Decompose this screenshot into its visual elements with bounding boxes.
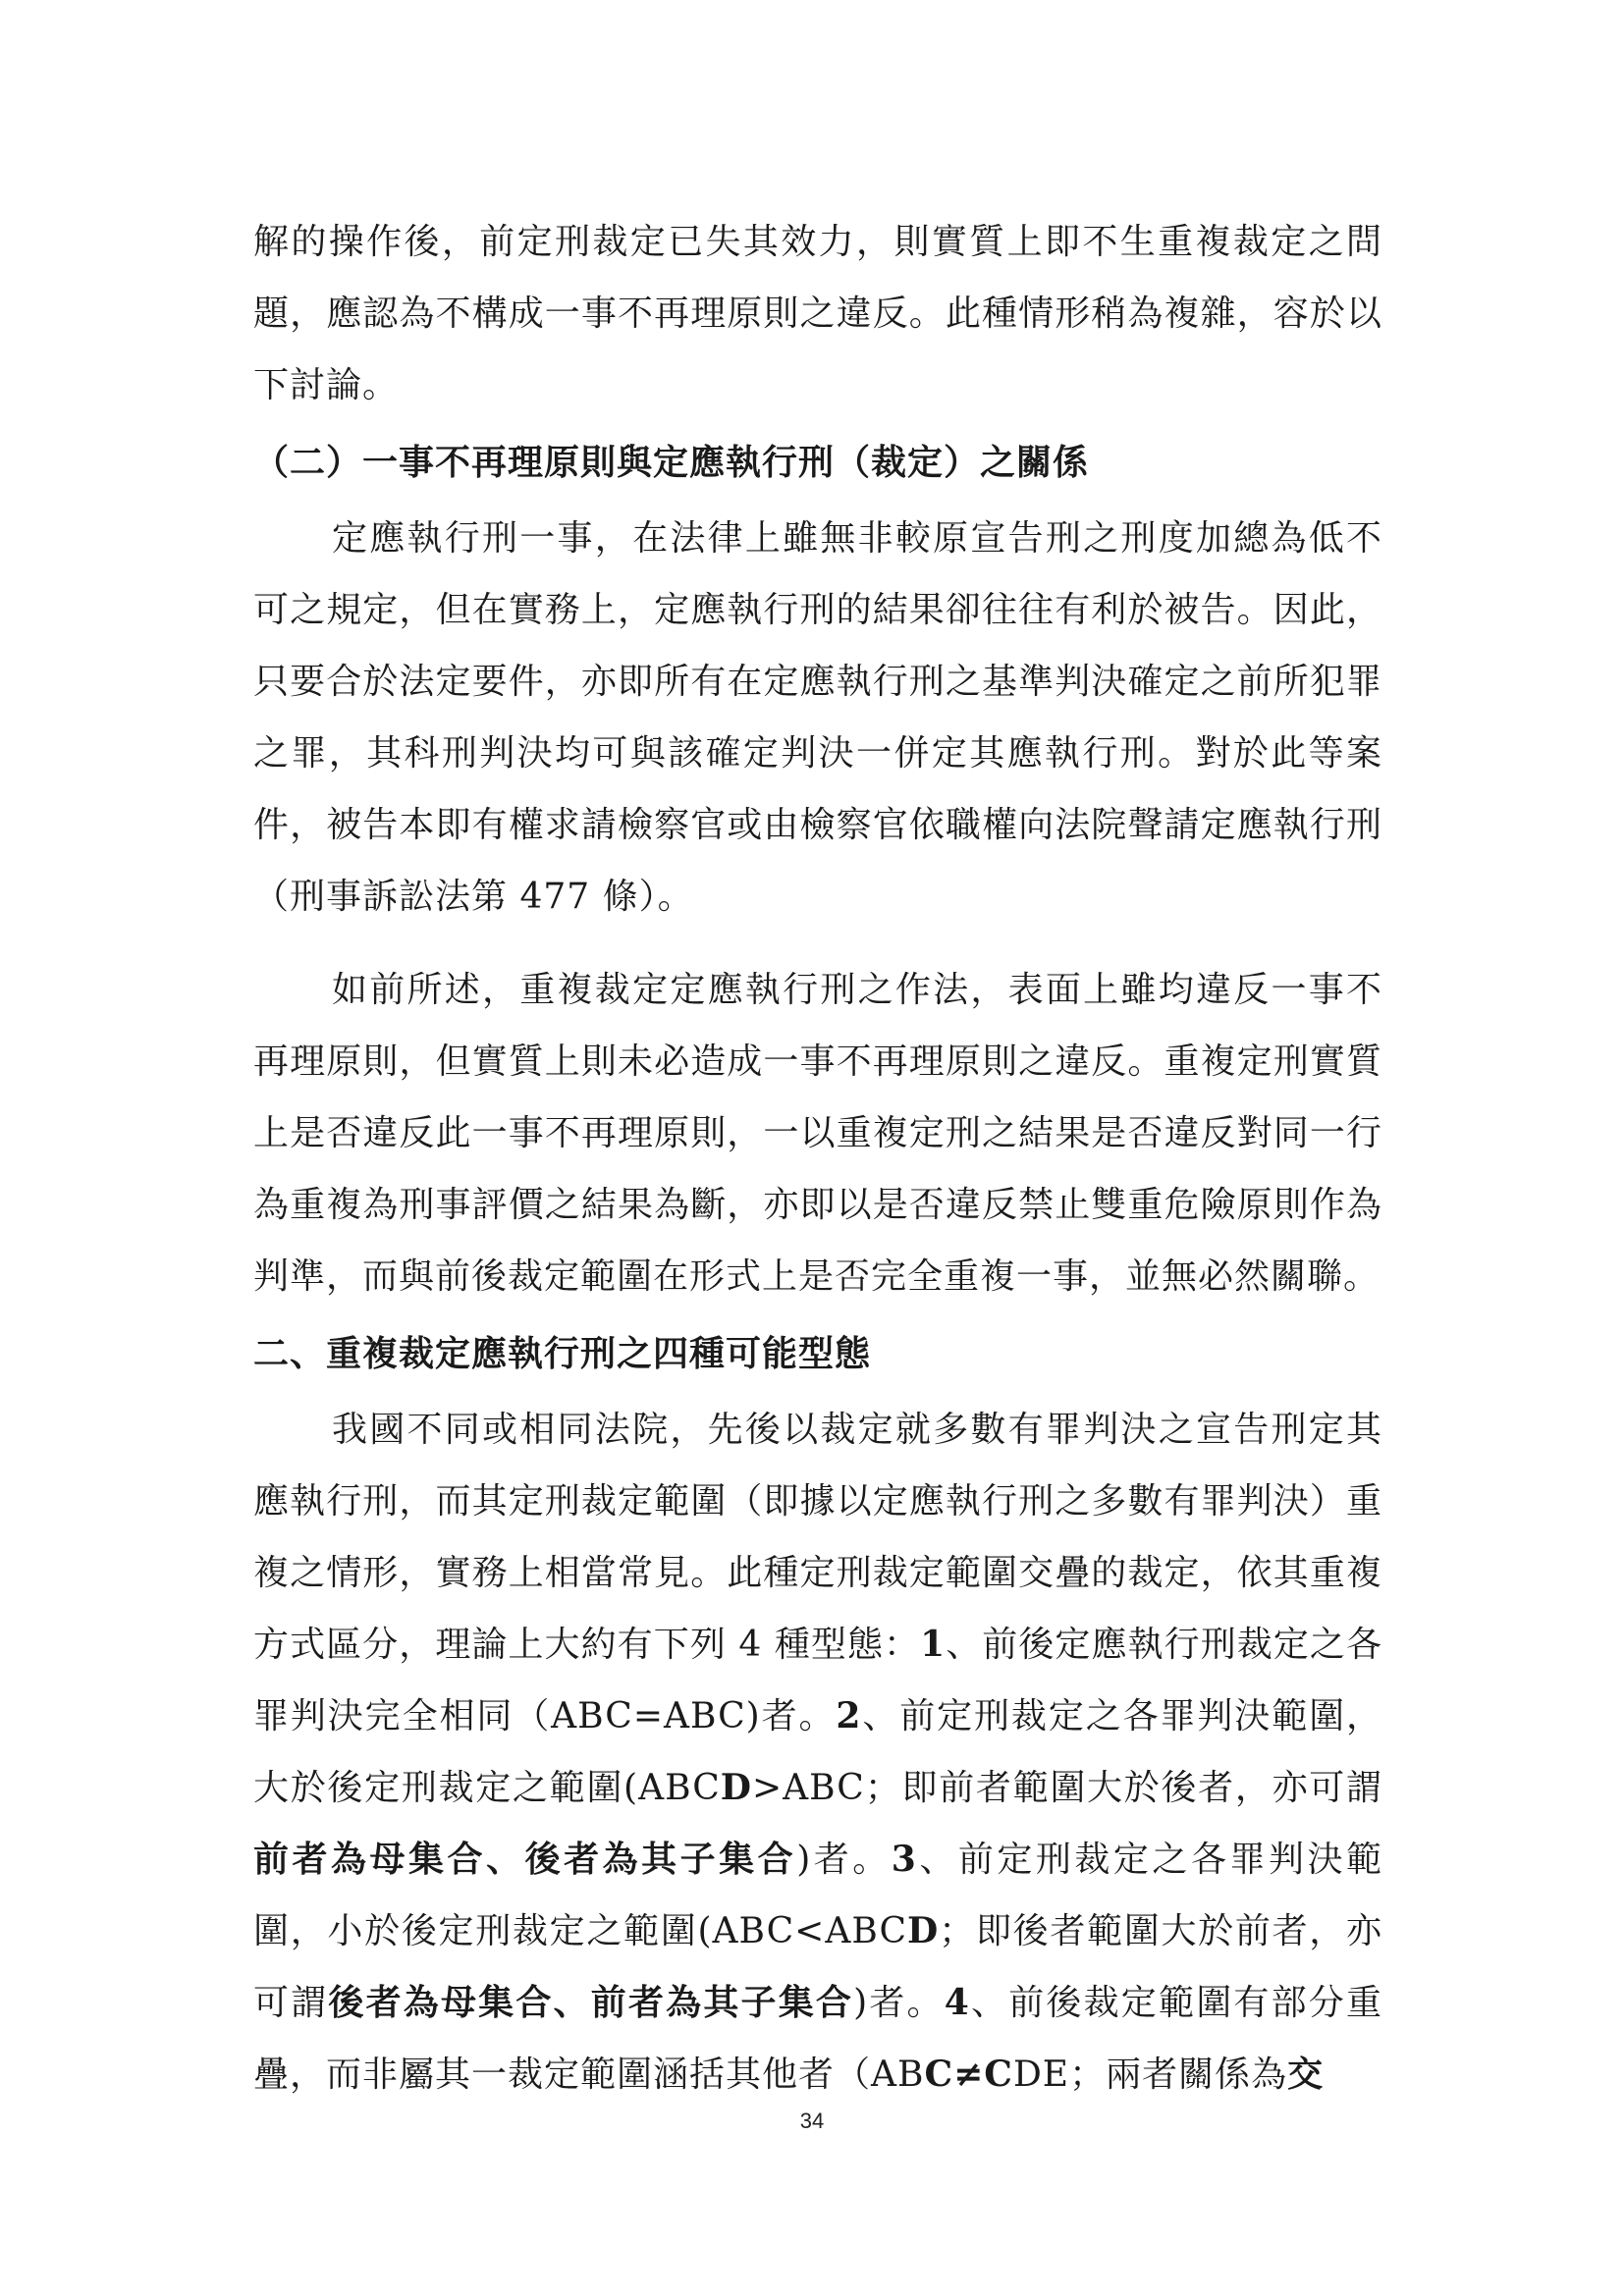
text-run: 我國不同或相同法院，先後以裁定就多數有罪判決之宣告刑定其應執行刑，而其定刑裁定範圍（即據以定應執行刑之多數有罪判決）重複之情形，實務上相當常見。此種定刑裁定範圍交疊的裁定，依其重複方式區分，理論上大約有下列 4 種型態： — [253, 1410, 1382, 1665]
paragraph-sub2-1: 定應執行刑一事，在法律上雖無非較原宣告刑之刑度加總為低不可之規定，但在實務上，定應執行刑的結果卻往往有利於被告。因此，只要合於法定要件，亦即所有在定應執行刑之基準判決確定之前所犯罪之罪，其科刑判決均可與該確定判決一併定其應執行刑。對於此等案件，被告本即有權求請檢察官或由檢察官依職權向法院聲請定應執行刑（刑事訴訟法第 477 條）。 — [253, 518, 1382, 917]
bold-letter: D — [720, 1767, 752, 1808]
item-number-2: 2 — [836, 1695, 862, 1736]
bold-phrase: 前者為母集合、後者為其子集合 — [253, 1839, 797, 1880]
item-number-1: 1 — [920, 1624, 947, 1665]
page-number: 34 — [799, 2109, 825, 2133]
bold-letter: D — [907, 1910, 940, 1951]
text-run: 、前定刑裁定之各罪判決範圍，大於後定刑裁定之範圍(ABC — [253, 1696, 1382, 1808]
text-run: )者。 — [796, 1840, 892, 1880]
text-run: 、前後定應執行刑裁定之各罪判決完全相同（ABC=ABC)者。 — [253, 1625, 1382, 1736]
text-run: 、前定刑裁定之各罪判決範圍，小於後定刑裁定之範圍(ABC<ABC — [253, 1840, 1382, 1951]
bold-phrase: 交 — [1287, 2054, 1325, 2095]
item-number-4: 4 — [944, 1982, 970, 2023]
text-run: 、前後裁定範圍有部分重疊，而非屬其一裁定範圍涵括其他者（AB — [253, 1983, 1382, 2095]
item-number-3: 3 — [891, 1839, 917, 1880]
page-content — [253, 206, 1382, 2110]
text-run: ；即後者範圍大於前者，亦可謂 — [253, 1911, 1382, 2023]
bold-phrase: 後者為母集合、前者為其子集合 — [328, 1982, 854, 2023]
text-run: )者。 — [853, 1983, 945, 2023]
text-run: >ABC；即前者範圍大於後者，亦可謂 — [751, 1768, 1382, 1808]
paragraph-sub2-2: 如前所述，重複裁定定應執行刑之作法，表面上雖均違反一事不再理原則，但實質上則未必造成一事不再理原則之違反。重複定刑實質上是否違反此一事不再理原則，一以重複定刑之結果是否違反對同一行為重複為刑事評價之結果為斷，亦即以是否違反禁止雙重危險原則作為判準，而與前後裁定範圍在形式上是否完全重複一事，並無必然關聯。 — [253, 970, 1382, 1297]
paragraph-section2 — [253, 1394, 1382, 2110]
text-run: DE；兩者關係為 — [1012, 2055, 1288, 2095]
section-heading-2: 二、重複裁定應執行刑之四種可能型態 — [253, 1333, 872, 1374]
paragraph-intro: 解的操作後，前定刑裁定已失其效力，則實質上即不生重複裁定之問題，應認為不構成一事不再理原則之違反。此種情形稍為複雜，容於以下討論。 — [253, 222, 1382, 405]
bold-letter: C≠C — [924, 2054, 1013, 2095]
subsection-heading-2: （二）一事不再理原則與定應執行刑（裁定）之關係 — [253, 442, 1090, 483]
